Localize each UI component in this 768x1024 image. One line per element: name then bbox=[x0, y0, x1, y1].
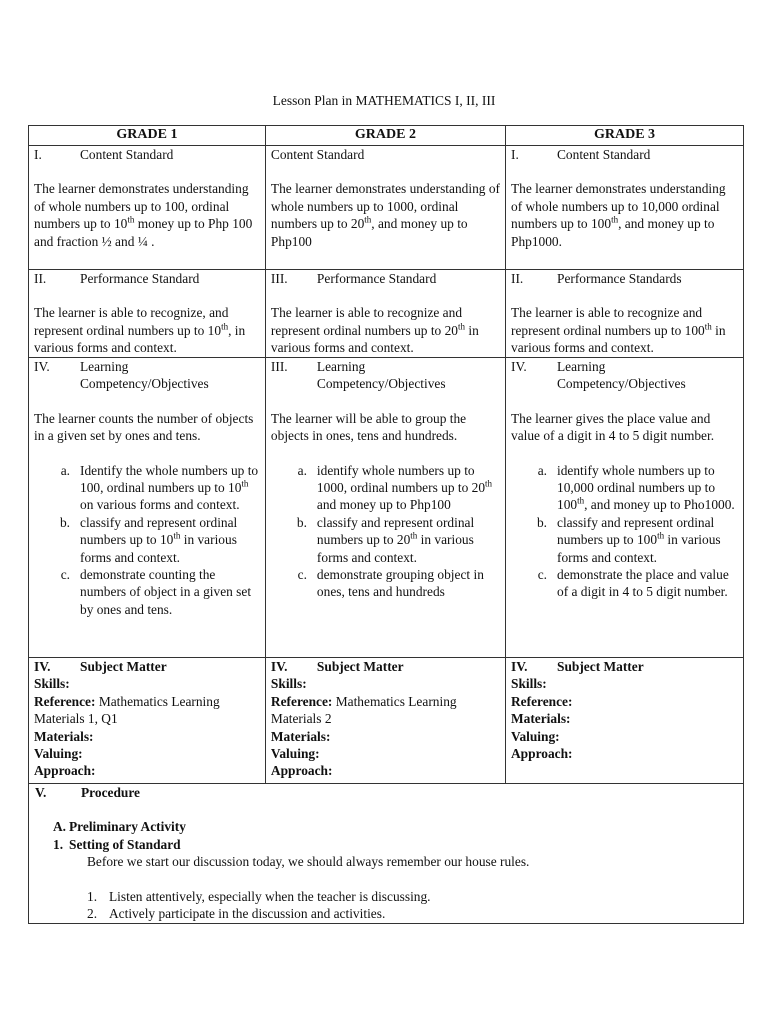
reference: Reference: Mathematics Learning Materials 2 bbox=[270, 693, 457, 727]
objective-list bbox=[34, 462, 260, 619]
section-label: Subject Matter bbox=[557, 659, 644, 674]
grade-header-row bbox=[29, 126, 744, 146]
approach-label: Approach: bbox=[34, 763, 96, 779]
subject-matter-row bbox=[29, 658, 744, 784]
competency-intro: The learner gives the place value and value of a digit in 4 to 5 digit number. bbox=[511, 410, 715, 444]
section-label: Performance Standards bbox=[557, 271, 682, 286]
section-label: Performance Standard bbox=[316, 271, 437, 286]
section-label: Content Standard bbox=[270, 147, 365, 162]
document-title: Lesson Plan in MATHEMATICS I, II, III bbox=[272, 93, 496, 108]
performance-standard-row bbox=[29, 270, 744, 358]
grade-2-performance-standard bbox=[265, 270, 505, 358]
content-standard-text: The learner demonstrates understanding of whole numbers up to 100, ordinal numbers up to 10th money up to Php 100 and fraction ½ and ¼ . bbox=[34, 181, 253, 249]
list-item: b. classify and represent ordinal numbers up to 20th in various forms and context. bbox=[296, 514, 475, 565]
procedure-intro: Before we start our discussion today, we should always remember our house rules. bbox=[87, 854, 530, 870]
section-number: III. bbox=[270, 359, 288, 374]
grade-1-subject-matter bbox=[29, 658, 266, 784]
section-label: Learning bbox=[557, 359, 606, 374]
section-label-cont: Competency/Objectives bbox=[316, 376, 446, 392]
performance-standard-text: The learner is able to recognize and represent ordinal numbers up to 100th in various forms and context. bbox=[511, 305, 726, 356]
objective-list bbox=[271, 462, 500, 601]
content-standard-text: The learner demonstrates understanding of whole numbers up to 10,000 ordinal numbers up to 100th, and money up to Php1000. bbox=[511, 181, 726, 249]
list-item: b. classify and represent ordinal numbers up to 10th in various forms and context. bbox=[59, 514, 238, 565]
section-number: II. bbox=[511, 271, 524, 286]
reference: Reference: bbox=[511, 693, 573, 709]
competency-row bbox=[29, 358, 744, 658]
procedure-cell bbox=[29, 784, 744, 924]
valuing-label: Valuing: bbox=[511, 728, 560, 744]
section-label: Content Standard bbox=[80, 147, 174, 162]
grade-3-performance-standard bbox=[506, 270, 744, 358]
section-label: Subject Matter bbox=[316, 659, 404, 674]
competency-intro: The learner will be able to group the objects in ones, tens and hundreds. bbox=[270, 410, 467, 444]
list-item: b. classify and represent ordinal numbers up to 100th in various forms and context. bbox=[536, 514, 721, 565]
grade-2-competency bbox=[265, 358, 505, 658]
grade-3-header: GRADE 3 bbox=[506, 126, 744, 146]
grade-1-competency bbox=[29, 358, 266, 658]
list-item: c. demonstrate counting the numbers of object in a given set by ones and tens. bbox=[60, 567, 252, 617]
content-standard-row bbox=[29, 146, 744, 270]
reference: Reference: Mathematics Learning Materials 1, Q1 bbox=[34, 693, 220, 727]
list-item: c. demonstrate grouping object in ones, tens and hundreds bbox=[297, 567, 484, 600]
grade-2-header: GRADE 2 bbox=[265, 126, 505, 146]
materials-label: Materials: bbox=[34, 728, 94, 744]
grade-2-content-standard bbox=[265, 146, 505, 270]
approach-label: Approach: bbox=[511, 746, 573, 762]
procedure-row bbox=[29, 784, 744, 924]
section-label: Procedure bbox=[81, 785, 141, 800]
section-number: IV. bbox=[270, 659, 288, 674]
list-item: a. identify whole numbers up to 10,000 ordinal numbers up to 100th, and money up to Pho1000. bbox=[537, 462, 735, 513]
lesson-plan-table bbox=[28, 125, 744, 924]
section-label: Subject Matter bbox=[80, 659, 167, 674]
section-number: IV. bbox=[34, 659, 51, 674]
section-number: I. bbox=[34, 147, 42, 162]
section-number: III. bbox=[270, 271, 288, 286]
grade-2-subject-matter bbox=[265, 658, 505, 784]
section-label: Content Standard bbox=[557, 147, 651, 162]
list-item: 1. Listen attentively, especially when the teacher is discussing. bbox=[87, 888, 431, 904]
content-standard-text: The learner demonstrates understanding of whole numbers up to 1000, ordinal numbers up to 20th, and money up to Php100 bbox=[270, 181, 500, 249]
skills-label: Skills: bbox=[34, 676, 70, 692]
section-label: Learning bbox=[316, 359, 366, 374]
approach-label: Approach: bbox=[270, 763, 333, 779]
skills-label: Skills: bbox=[270, 676, 307, 692]
grade-1-header: GRADE 1 bbox=[29, 126, 266, 146]
list-item: a. identify whole numbers up to 1000, ordinal numbers up to 20th and money up to Php100 bbox=[297, 462, 493, 513]
section-label: Learning bbox=[80, 359, 129, 374]
objective-list bbox=[511, 462, 738, 601]
grade-1-performance-standard bbox=[29, 270, 266, 358]
materials-label: Materials: bbox=[511, 711, 571, 727]
grade-3-competency bbox=[506, 358, 744, 658]
preliminary-activity-heading: A. Preliminary Activity bbox=[53, 819, 186, 835]
list-item: c. demonstrate the place and value of a digit in 4 to 5 digit number. bbox=[537, 567, 729, 600]
section-label: Performance Standard bbox=[80, 271, 200, 286]
setting-of-standard-heading: 1. Setting of Standard bbox=[53, 836, 181, 852]
performance-standard-text: The learner is able to recognize, and represent ordinal numbers up to 10th, in various forms and context. bbox=[34, 305, 246, 356]
section-number: IV. bbox=[511, 359, 527, 374]
grade-1-content-standard bbox=[29, 146, 266, 270]
materials-label: Materials: bbox=[270, 728, 331, 744]
section-label-cont: Competency/Objectives bbox=[557, 376, 686, 392]
list-item: a. Identify the whole numbers up to 100, ordinal numbers up to 10th on various forms and context. bbox=[60, 462, 259, 513]
section-number: II. bbox=[34, 271, 47, 286]
section-number: IV. bbox=[34, 359, 50, 374]
grade-3-subject-matter bbox=[506, 658, 744, 784]
house-rules-list bbox=[35, 888, 738, 923]
grade-3-content-standard bbox=[506, 146, 744, 270]
valuing-label: Valuing: bbox=[270, 746, 320, 762]
section-number: IV. bbox=[511, 659, 528, 674]
list-item: 2. Actively participate in the discussion and activities. bbox=[87, 906, 386, 922]
section-number: I. bbox=[511, 147, 519, 162]
competency-intro: The learner counts the number of objects in a given set by ones and tens. bbox=[34, 410, 254, 444]
skills-label: Skills: bbox=[511, 676, 547, 692]
valuing-label: Valuing: bbox=[34, 746, 83, 762]
section-number: V. bbox=[35, 785, 47, 800]
performance-standard-text: The learner is able to recognize and represent ordinal numbers up to 20th in various forms and context. bbox=[270, 305, 479, 356]
section-label-cont: Competency/Objectives bbox=[80, 376, 209, 392]
